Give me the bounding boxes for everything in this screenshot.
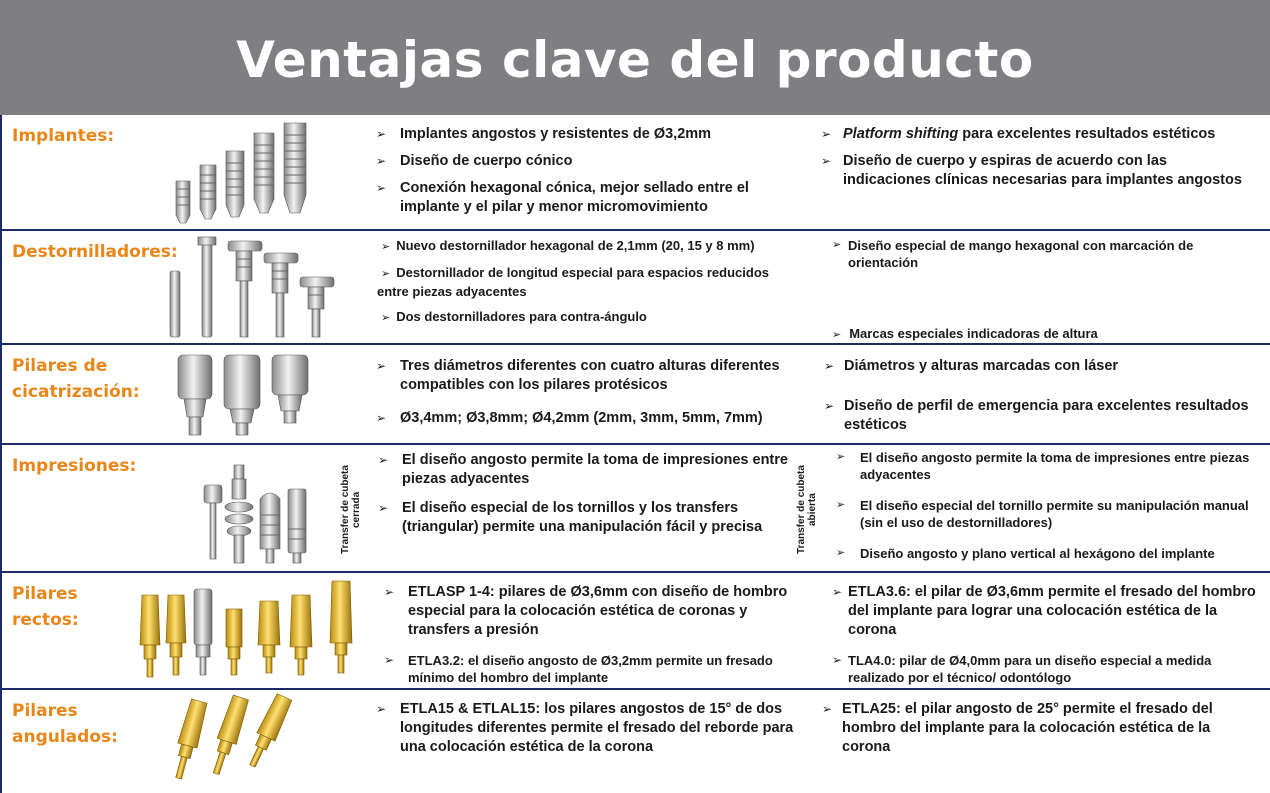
row-destornilladores [0,231,1270,345]
row-impresiones [0,445,1270,573]
bullet-item: ➢ Nuevo destornillador hexagonal de 2,1mm (20, 15 y 8 mm) [381,238,755,253]
implants-image [170,121,320,227]
bullet-item: ➢ Tres diámetros diferentes con cuatro alturas diferentes compatibles con los pilares protésicos [376,358,780,393]
arrow-bullet-icon: ➢ [384,585,395,599]
row-pilares-angulados [0,690,1270,793]
open-tray-label: Transfer de cubeta abierta [796,465,818,555]
arrow-bullet-icon: ➢ [376,154,387,168]
bullet-item: ➢ Ø3,4mm; Ø3,8mm; Ø4,2mm (2mm, 3mm, 5mm, 7mm) [376,410,763,426]
arrow-bullet-icon: ➢ [378,501,389,515]
bullet-item: ➢ ETLASP 1-4: pilares de Ø3,6mm con diseño de hombro especial para la colocación estética de coronas y transfers a presión [384,584,788,638]
arrow-bullet-icon: ➢ [832,329,842,341]
row-label: Implantes: [12,126,115,146]
arrow-bullet-icon: ➢ [824,359,835,373]
left-column [372,125,807,225]
bullet-item: ➢ Destornillador de longitud especial para espacios reducidos entre piezas adyacentes [377,265,769,299]
right-column [830,583,1260,694]
bullet-item: ➢ ETLA3.2: el diseño angosto de Ø3,2mm permite un fresado mínimo del hombro del implante [384,653,773,685]
row-label: Pilares de cicatrización: [12,356,140,402]
arrow-bullet-icon: ➢ [832,239,842,251]
row-pilares-cicatrizacion [0,345,1270,445]
row-implantes [0,115,1270,231]
bullet-item: ➢ Diseño angosto y plano vertical al hexágono del implante [836,546,1215,561]
screwdrivers-image [162,233,342,341]
arrow-bullet-icon: ➢ [376,359,387,373]
arrow-bullet-icon: ➢ [832,585,843,599]
bullet-item: ➢ TLA4.0: pilar de Ø4,0mm para un diseño especial a medida realizado por el técnico/ odontólogo [832,653,1212,685]
arrow-bullet-icon: ➢ [836,547,846,559]
row-label: Pilares rectos: [12,584,79,630]
arrow-bullet-icon: ➢ [822,702,833,716]
arrow-bullet-icon: ➢ [376,181,387,195]
bullet-item: ➢ Dos destornilladores para contra-ángulo [381,309,647,324]
arrow-bullet-icon: ➢ [376,702,387,716]
bullet-item: ➢ Diámetros y alturas marcadas con láser [824,358,1119,374]
healing-abutments-image [174,351,314,439]
arrow-bullet-icon: ➢ [836,451,846,463]
left-column [380,583,800,694]
row-pilares-rectos [0,573,1270,690]
arrow-bullet-icon: ➢ [824,399,835,413]
impression-transfers-image [198,459,318,567]
bullet-item: ➢ ETLA3.6: el pilar de Ø3,6mm permite el fresado del hombro del implante para lograr una colocación estética de la corona [832,584,1256,638]
bullet-item: ➢ ETLA15 & ETLAL15: los pilares angostos de 15° de dos longitudes diferentes permite el fresado del reborde para una colocación estética de la corona [376,701,794,755]
page-header [0,0,1270,115]
arrow-bullet-icon: ➢ [821,154,832,168]
arrow-bullet-icon: ➢ [376,127,387,141]
right-column [832,449,1264,570]
arrow-bullet-icon: ➢ [381,268,391,280]
left-column [372,700,812,765]
right-column [817,125,1257,198]
left-column [377,237,777,327]
bullet-item: ➢ Diseño especial de mango hexagonal con marcación de orientación [832,238,1194,270]
bullet-item: ➢ El diseño angosto permite la toma de impresiones entre piezas adyacentes [378,452,788,487]
angled-abutments-image [167,692,297,790]
right-column [822,357,1257,443]
row-label: Destornilladores: [12,242,178,262]
arrow-bullet-icon: ➢ [378,453,389,467]
arrow-bullet-icon: ➢ [376,411,387,425]
arrow-bullet-icon: ➢ [821,127,832,141]
bullet-item: ➢ Diseño de cuerpo cónico [376,153,573,169]
bullet-item: ➢ El diseño angosto permite la toma de impresiones entre piezas adyacentes [836,450,1250,482]
bullet-item: ➢ Conexión hexagonal cónica, mejor sellado entre el implante y el pilar y menor micromovimiento [376,180,749,215]
row-label: Impresiones: [12,456,137,476]
arrow-bullet-icon: ➢ [381,241,391,253]
bullet-item: ➢ Diseño de perfil de emergencia para excelentes resultados estéticos [824,398,1249,433]
bullet-item: ➢ Diseño de cuerpo y espiras de acuerdo con las indicaciones clínicas necesarias para implantes angostos [821,153,1242,188]
bullet-item: ➢ El diseño especial de los tornillos y los transfers (triangular) permite una manipulación fácil y precisa [378,500,763,535]
straight-abutments-image [132,579,362,685]
bullet-item: ➢ Marcas especiales indicadoras de altura [832,326,1098,341]
left-column [374,451,794,545]
arrow-bullet-icon: ➢ [381,312,391,324]
right-column [832,237,1262,279]
right-column [820,700,1260,765]
bullet-item: ➢ Implantes angostos y resistentes de Ø3,2mm [376,126,712,142]
bullet-item: ➢ Platform shifting para excelentes resultados estéticos [821,126,1216,142]
bullet-item: ➢ ETLA25: el pilar angosto de 25° permite el fresado del hombro del implante para la colocación estética de la corona [822,701,1213,755]
arrow-bullet-icon: ➢ [832,653,843,667]
row-label: Pilares angulados: [12,701,118,747]
arrow-bullet-icon: ➢ [384,653,395,667]
left-column [372,357,802,436]
right-column-bottom [832,325,1262,344]
page-title: Ventajas clave del producto [236,30,1034,89]
arrow-bullet-icon: ➢ [836,499,846,511]
closed-tray-label: Transfer de cubeta cerrada [340,465,362,555]
bullet-item: ➢ El diseño especial del tornillo permite su manipulación manual (sin el uso de destornilladores) [836,498,1249,530]
